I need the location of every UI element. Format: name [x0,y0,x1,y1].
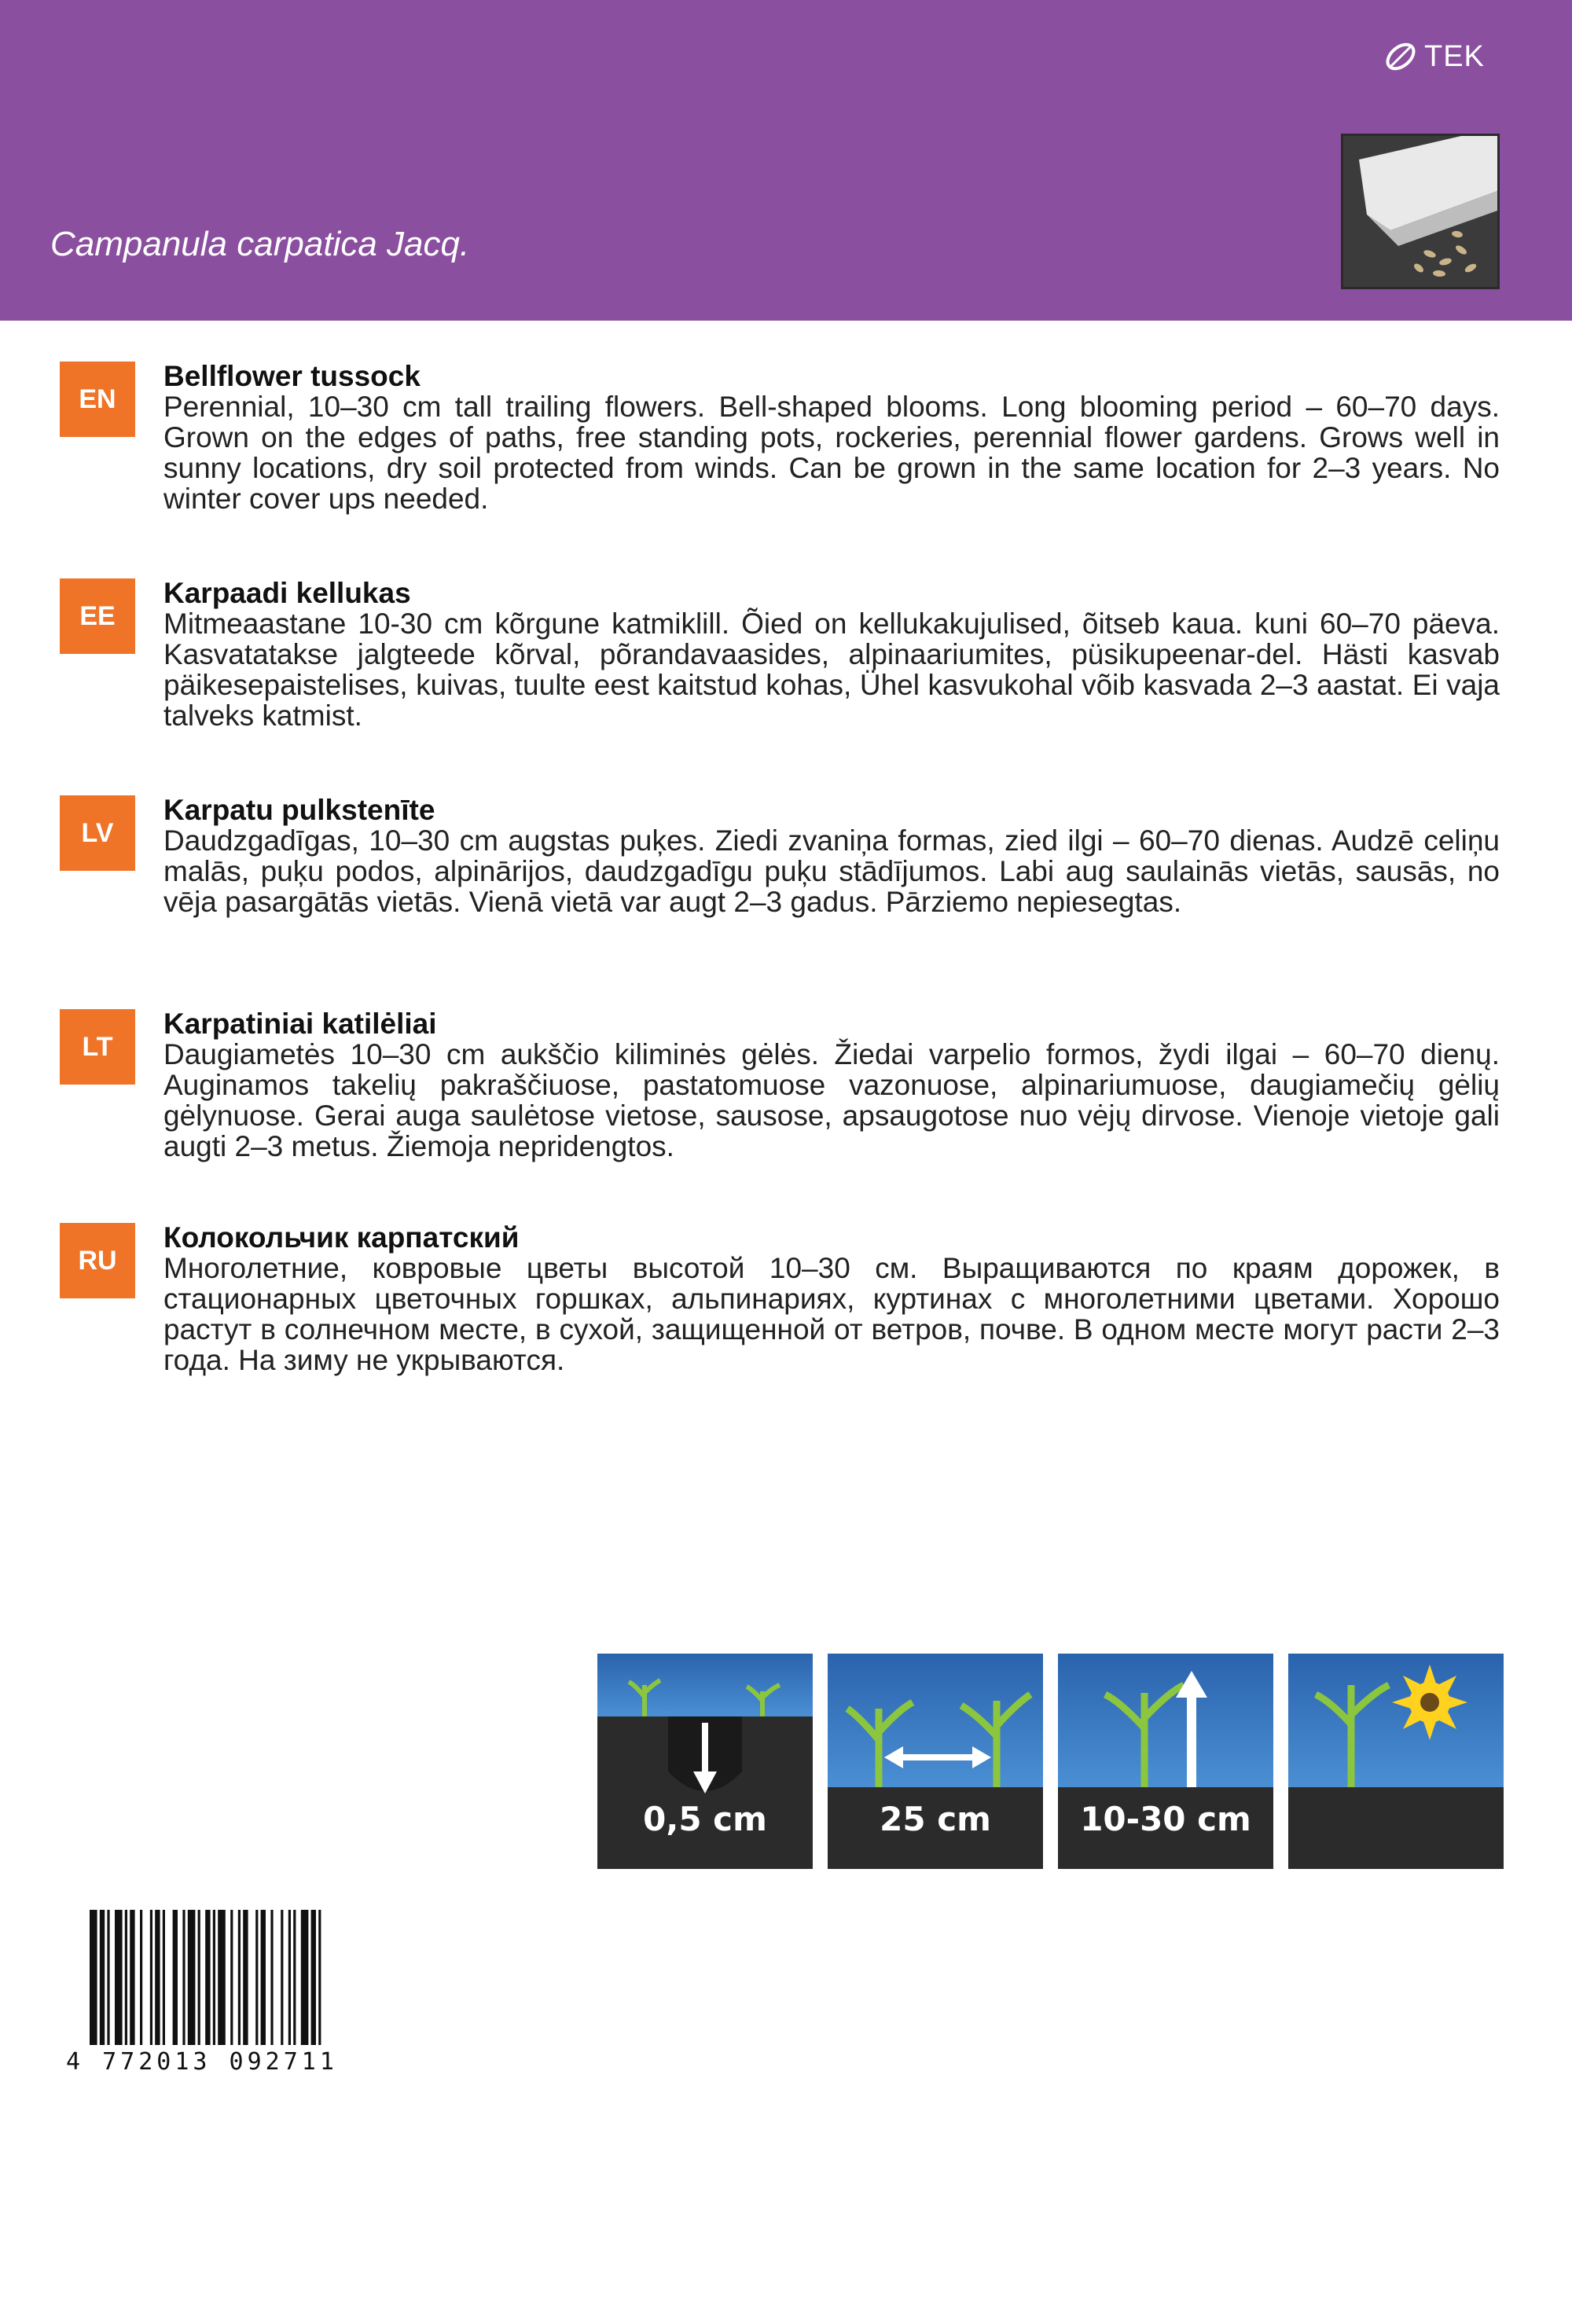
leaf-icon [1383,39,1418,74]
barcode-bar [188,1910,196,2045]
brand-name: TEK [1424,39,1485,73]
barcode-bars [66,1910,380,2045]
barcode-bar [107,1910,109,2045]
barcode-bar [115,1910,123,2045]
language-badge-lt: LT [60,1009,135,1085]
section-title-en: Bellflower tussock [163,360,421,392]
brand-logo [1383,36,1485,77]
plant-height-label: 10-30 cm [1080,1800,1251,1838]
sunny-location-tile [1288,1654,1504,1869]
language-badge-ee: EE [60,578,135,654]
barcode-bar [130,1910,134,2045]
barcode-bar [90,1910,97,2045]
plant-spacing-label: 25 cm [880,1800,991,1838]
barcode-bar [173,1910,178,2045]
barcode-bar [150,1910,152,2045]
section-body-ru: Многолетние, ковровые цветы высотой 10–30 см. Выращиваются по краям дорожек, в стационарных цветочных горшках, альпинариях, куртинах с многолетними цветами. Хорошо растут в солнечном месте, в сухой, защищенной от ветров, почве. В одном месте могут расти 2–3 года. На зиму не укрываются. [163,1252,1500,1376]
barcode-bar [288,1910,291,2045]
language-badge-lv: LV [60,795,135,871]
sowing-depth-tile [597,1654,813,1869]
section-body-en: Perennial, 10–30 cm tall trailing flowers. Bell-shaped blooms. Long blooming period – 60–70 days. Grown on the edges of paths, free standing pots, rockeries, perennial flower gardens. Grows well in sunny locations, dry soil protected from winds. Can be grown in the same location for 2–3 years. No winter cover ups needed. [163,391,1500,515]
section-title-lt: Karpatiniai katilėliai [163,1008,437,1040]
language-badge-en: EN [60,362,135,437]
barcode-bar [213,1910,215,2045]
plant-spacing-tile [828,1654,1043,1869]
barcode-bar [281,1910,283,2045]
barcode-bar [255,1910,258,2045]
barcode-bar [182,1910,185,2045]
barcode-bar [205,1910,210,2045]
plant-height-tile [1058,1654,1273,1869]
barcode-bar [198,1910,200,2045]
barcode-bar [140,1910,142,2045]
language-badge-ru: RU [60,1223,135,1298]
barcode-bar [238,1910,241,2045]
section-body-lv: Daudzgadīgas, 10–30 cm augstas puķes. Ziedi zvaniņa formas, zied ilgi – 60–70 dienas. Audzē celiņu malās, puķu podos, alpinārijos, daudzgadīgu puķu stādījumos. Labi aug saulainās vietās, sausās, no vēja pasargātās vietās. Vienā vietā var augt 2–3 gadus. Pārziemo nepiesegtas. [163,824,1500,918]
section-title-lv: Karpatu pulkstenīte [163,794,435,826]
barcode-bar [270,1910,273,2045]
barcode-bar [293,1910,296,2045]
barcode-bar [100,1910,105,2045]
barcode-bar [301,1910,309,2045]
barcode-bar [311,1910,316,2045]
section-title-ee: Karpaadi kellukas [163,577,411,609]
seed-packet-picture [1343,136,1497,287]
barcode-bar [218,1910,226,2045]
section-title-ru: Колокольчик карпатский [163,1221,520,1254]
seed-packet-thumbnail [1341,134,1500,289]
barcode-bar [155,1910,160,2045]
section-body-lt: Daugiametės 10–30 cm aukščio kiliminės gėlės. Žiedai varpelio formos, žydi ilgai – 60–70 dienų. Auginamos takelių pakraščiuose, pastatomuose vazonuose, alpinariumuose, daugiamečių gėlių gėlynuose. Gerai auga saulėtose vietose, sausose, apsaugotose nuo vėjų dirvose. Vienoje vietoje gali augti 2–3 metus. Žiemoja nepridengtos. [163,1038,1500,1162]
barcode-digits: 4 772013 092711 [66,2048,338,2076]
sowing-depth-label: 0,5 cm [643,1800,767,1838]
barcode-bar [163,1910,165,2045]
barcode-bar [230,1910,233,2045]
barcode-bar [318,1910,321,2045]
latin-name: Campanula carpatica Jacq. [50,225,470,263]
barcode-bar [261,1910,266,2045]
sunny-location-icon [1288,1654,1504,1869]
barcode-bar [243,1910,248,2045]
header-band [0,0,1572,321]
barcode-bar [125,1910,127,2045]
section-body-ee: Mitmeaastane 10-30 cm kõrgune katmiklill. Õied on kellukakujulised, õitseb kaua. kuni 60–70 päeva. Kasvatatakse jalgteede kõrval, põrandavaasides, alpinaariumites, püsikupeenar-del. Hästi kasvab päikesepaistelises, kuivas, tuulte eest kaitstud kohas, Ühel kasvukohal võib kasvada 2–3 aastat. Ei vaja talveks katmist. [163,608,1500,732]
barcode [66,1910,380,2075]
